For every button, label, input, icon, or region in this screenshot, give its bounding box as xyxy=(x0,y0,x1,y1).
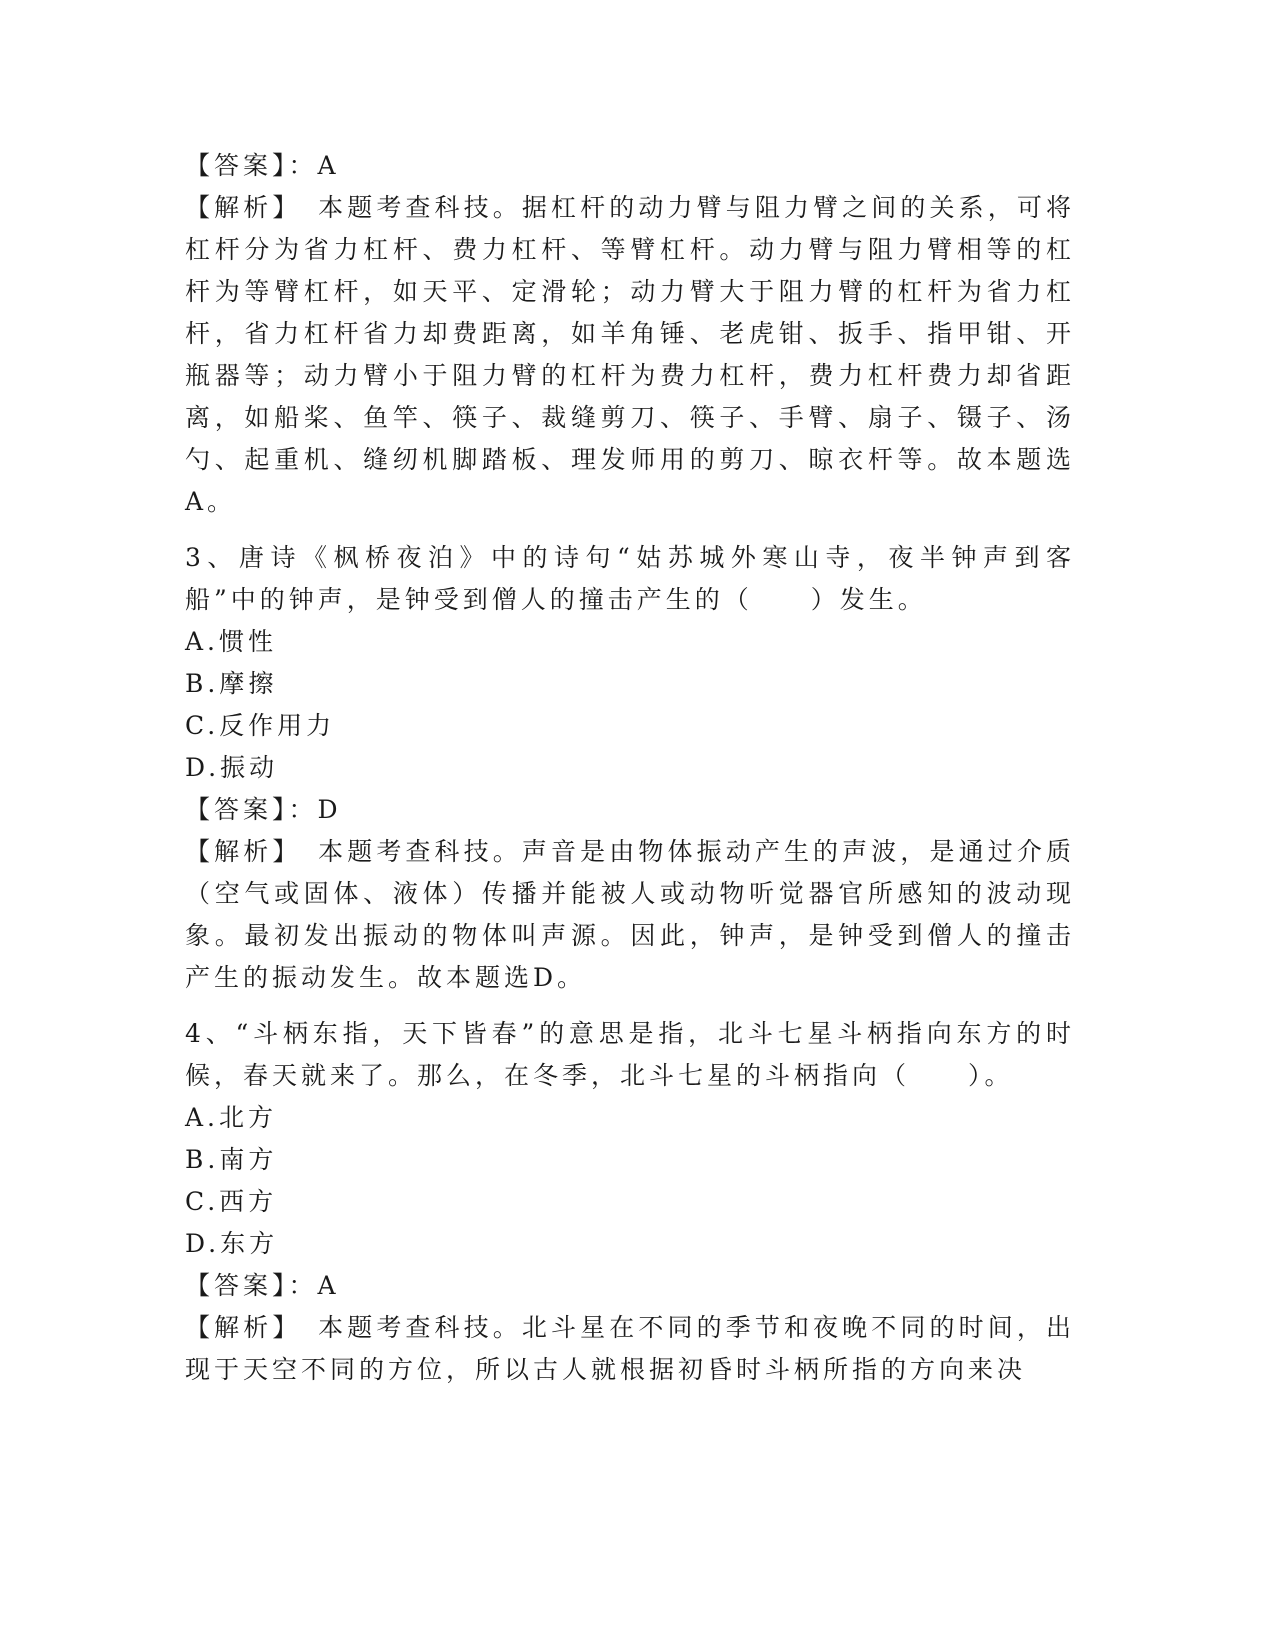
question-3-option-c: C.反作用力 xyxy=(185,711,336,740)
answer-line: 【答案】：A xyxy=(185,151,340,180)
question-3-answer: 【答案】：D xyxy=(185,795,342,824)
question-4-option-a: A.北方 xyxy=(185,1103,278,1132)
question-spacer xyxy=(185,999,1075,1013)
question-4-answer: 【答案】：A xyxy=(185,1271,340,1300)
question-4-option-c: C.西方 xyxy=(185,1187,278,1216)
question-4-option-d: D.东方 xyxy=(185,1229,279,1258)
question-3-option-b: B.摩擦 xyxy=(185,669,278,698)
document-page xyxy=(185,145,1075,1391)
question-4-stem: 4、“斗柄东指，天下皆春”的意思是指，北斗七星斗柄指向东方的时候，春天就来了。那么，在冬季，北斗七星的斗柄指向（ ）。 xyxy=(185,1019,1075,1090)
question-4-option-b: B.南方 xyxy=(185,1145,278,1174)
question-3-option-d: D.振动 xyxy=(185,753,279,782)
question-3-option-a: A.惯性 xyxy=(185,627,278,656)
question-3-explanation: 【解析】 本题考查科技。声音是由物体振动产生的声波，是通过介质（空气或固体、液体）传播并能被人或动物听觉器官所感知的波动现象。最初发出振动的物体叫声源。因此，钟声，是钟受到僧人的撞击产生的振动发生。故本题选D。 xyxy=(185,837,1075,992)
explanation-paragraph: 【解析】 本题考查科技。据杠杆的动力臂与阻力臂之间的关系，可将杠杆分为省力杠杆、费力杠杆、等臂杠杆。动力臂与阻力臂相等的杠杆为等臂杠杆，如天平、定滑轮；动力臂大于阻力臂的杠杆为省力杠杆，省力杠杆省力却费距离，如羊角锤、老虎钳、扳手、指甲钳、开瓶器等；动力臂小于阻力臂的杠杆为费力杠杆，费力杠杆费力却省距离，如船桨、鱼竿、筷子、裁缝剪刀、筷子、手臂、扇子、镊子、汤勺、起重机、缝纫机脚踏板、理发师用的剪刀、晾衣杆等。故本题选A。 xyxy=(185,193,1075,516)
question-spacer xyxy=(185,523,1075,537)
question-4-explanation: 【解析】 本题考查科技。北斗星在不同的季节和夜晚不同的时间，出现于天空不同的方位，所以古人就根据初昏时斗柄所指的方向来决 xyxy=(185,1313,1075,1384)
question-3-stem: 3、唐诗《枫桥夜泊》中的诗句“姑苏城外寒山寺，夜半钟声到客船”中的钟声，是钟受到僧人的撞击产生的（ ）发生。 xyxy=(185,543,1075,614)
